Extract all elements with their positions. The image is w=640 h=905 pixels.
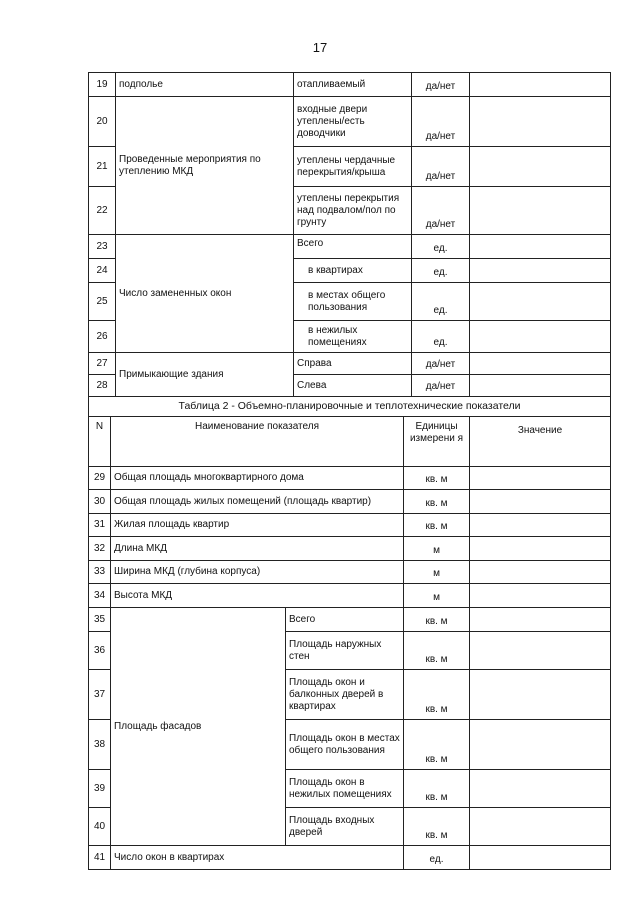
table-row	[89, 235, 611, 259]
table-caption-row	[89, 397, 611, 417]
unit-cell: да/нет	[412, 353, 470, 375]
indicator-name: Число замененных окон	[116, 235, 294, 353]
indicator-name: Жилая площадь квартир	[111, 514, 404, 537]
value-cell[interactable]	[470, 514, 611, 537]
indicator-subitem: Справа	[294, 353, 412, 375]
value-cell[interactable]	[470, 73, 611, 97]
value-cell[interactable]	[470, 353, 611, 375]
header-n: N	[89, 417, 111, 467]
row-number: 26	[89, 321, 116, 353]
row-number: 23	[89, 235, 116, 259]
indicator-name: Примыкающие здания	[116, 353, 294, 397]
value-cell[interactable]	[470, 321, 611, 353]
row-number: 29	[89, 467, 111, 490]
row-number: 21	[89, 147, 116, 187]
indicator-subitem: Всего	[294, 235, 412, 259]
table-header-row	[89, 417, 611, 467]
value-cell[interactable]	[470, 97, 611, 147]
row-number: 38	[89, 720, 111, 770]
indicator-subitem: утеплены перекрытия над подвалом/пол по грунту	[294, 187, 412, 235]
value-cell[interactable]	[470, 147, 611, 187]
row-number: 25	[89, 283, 116, 321]
value-cell[interactable]	[470, 283, 611, 321]
row-number: 20	[89, 97, 116, 147]
value-cell[interactable]	[470, 608, 611, 632]
value-cell[interactable]	[470, 537, 611, 561]
unit-cell: ед.	[412, 235, 470, 259]
unit-cell: кв. м	[404, 808, 470, 846]
page-number: 17	[312, 40, 328, 55]
row-number: 39	[89, 770, 111, 808]
table-row	[89, 73, 611, 97]
row-number: 34	[89, 584, 111, 608]
indicator-subitem: Площадь окон в местах общего пользования	[286, 720, 404, 770]
indicator-name: Общая площадь многоквартирного дома	[111, 467, 404, 490]
row-number: 40	[89, 808, 111, 846]
table-row	[89, 537, 611, 561]
value-cell[interactable]	[470, 467, 611, 490]
table-row	[89, 97, 611, 147]
header-value: Значение	[470, 417, 611, 467]
table-row	[89, 467, 611, 490]
unit-cell: да/нет	[412, 97, 470, 147]
unit-cell: кв. м	[404, 670, 470, 720]
value-cell[interactable]	[470, 720, 611, 770]
row-number: 30	[89, 490, 111, 514]
table-row	[89, 561, 611, 584]
indicator-subitem: входные двери утеплены/есть доводчики	[294, 97, 412, 147]
unit-cell: м	[404, 537, 470, 561]
value-cell[interactable]	[470, 808, 611, 846]
indicator-subitem: Площадь наружных стен	[286, 632, 404, 670]
value-cell[interactable]	[470, 846, 611, 870]
row-number: 28	[89, 375, 116, 397]
indicator-name: Длина МКД	[111, 537, 404, 561]
row-number: 22	[89, 187, 116, 235]
indicator-subitem: в нежилых помещениях	[294, 321, 412, 353]
unit-cell: кв. м	[404, 632, 470, 670]
indicator-subitem: Площадь окон в нежилых помещениях	[286, 770, 404, 808]
table-row	[89, 846, 611, 870]
row-number: 35	[89, 608, 111, 632]
unit-cell: м	[404, 584, 470, 608]
value-cell[interactable]	[470, 490, 611, 514]
indicator-subitem: Всего	[286, 608, 404, 632]
unit-cell: да/нет	[412, 375, 470, 397]
document-sheet	[88, 72, 610, 870]
value-cell[interactable]	[470, 235, 611, 259]
indicator-subitem: в местах общего пользования	[294, 283, 412, 321]
indicator-subitem: утеплены чердачные перекрытия/крыша	[294, 147, 412, 187]
row-number: 19	[89, 73, 116, 97]
value-cell[interactable]	[470, 187, 611, 235]
row-number: 31	[89, 514, 111, 537]
unit-cell: кв. м	[404, 770, 470, 808]
table-row	[89, 584, 611, 608]
indicators-table	[88, 72, 611, 417]
value-cell[interactable]	[470, 584, 611, 608]
indicator-name: Проведенные мероприятия по утеплению МКД	[116, 97, 294, 235]
row-number: 27	[89, 353, 116, 375]
unit-cell: кв. м	[404, 514, 470, 537]
header-unit: Единицы измерени я	[404, 417, 470, 467]
unit-cell: кв. м	[404, 608, 470, 632]
indicator-name: Площадь фасадов	[111, 608, 286, 846]
value-cell[interactable]	[470, 259, 611, 283]
unit-cell: ед.	[412, 321, 470, 353]
indicator-subitem: Площадь входных дверей	[286, 808, 404, 846]
row-number: 32	[89, 537, 111, 561]
indicator-name: Ширина МКД (глубина корпуса)	[111, 561, 404, 584]
header-name: Наименование показателя	[111, 417, 404, 467]
unit-cell: м	[404, 561, 470, 584]
unit-cell: да/нет	[412, 147, 470, 187]
value-cell[interactable]	[470, 670, 611, 720]
table-row	[89, 514, 611, 537]
indicator-name: Число окон в квартирах	[111, 846, 404, 870]
indicator-name: Общая площадь жилых помещений (площадь квартир)	[111, 490, 404, 514]
unit-cell: да/нет	[412, 187, 470, 235]
row-number: 41	[89, 846, 111, 870]
unit-cell: кв. м	[404, 467, 470, 490]
unit-cell: ед.	[412, 259, 470, 283]
row-number: 37	[89, 670, 111, 720]
value-cell[interactable]	[470, 561, 611, 584]
indicator-subitem: Площадь окон и балконных дверей в квартирах	[286, 670, 404, 720]
indicator-subitem: в квартирах	[294, 259, 412, 283]
value-cell[interactable]	[470, 632, 611, 670]
table-2-caption: Таблица 2 - Объемно-планировочные и теплотехнические показатели	[89, 397, 611, 417]
value-cell[interactable]	[470, 770, 611, 808]
value-cell[interactable]	[470, 375, 611, 397]
indicator-subitem: Слева	[294, 375, 412, 397]
indicators-table-2	[88, 416, 611, 870]
row-number: 24	[89, 259, 116, 283]
row-number: 33	[89, 561, 111, 584]
unit-cell: кв. м	[404, 490, 470, 514]
indicator-name: Высота МКД	[111, 584, 404, 608]
unit-cell: да/нет	[412, 73, 470, 97]
indicator-subitem: отапливаемый	[294, 73, 412, 97]
table-row	[89, 490, 611, 514]
unit-cell: ед.	[412, 283, 470, 321]
indicator-name: подполье	[116, 73, 294, 97]
table-row	[89, 608, 611, 632]
table-row	[89, 353, 611, 375]
unit-cell: ед.	[404, 846, 470, 870]
unit-cell: кв. м	[404, 720, 470, 770]
row-number: 36	[89, 632, 111, 670]
